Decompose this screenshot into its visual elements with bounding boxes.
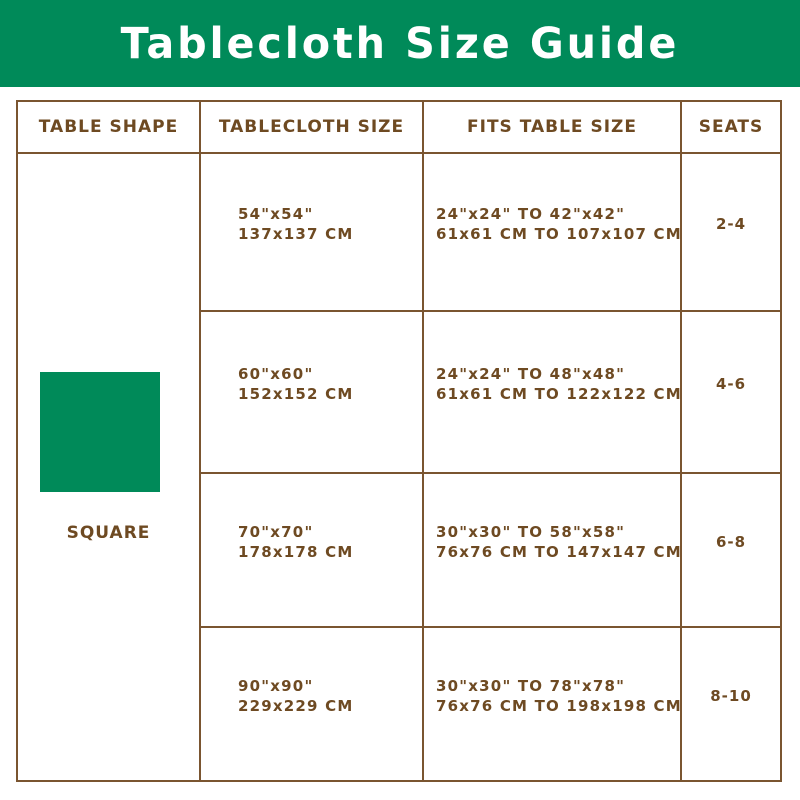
seats-cell [681,311,781,473]
seats-value: 6-8 [715,533,747,551]
fits-size-inches: 24"x24" TO 48"x48" [436,365,626,383]
size-guide-table [16,100,782,782]
fits-size-inches: 24"x24" TO 42"x42" [436,205,626,223]
seats-cell [681,153,781,311]
header-seats: SEATS [681,101,781,153]
fits-size-cm: 61x61 CM TO 122x122 CM [436,385,682,403]
table-shape-cell [17,153,200,781]
tablecloth-size-inches: 54"x54" [238,205,314,223]
header-tablecloth-size: TABLECLOTH SIZE [200,101,423,153]
tablecloth-size-inches: 60"x60" [238,365,314,383]
tablecloth-size-cm: 137x137 CM [238,225,354,243]
fits-size-inches: 30"x30" TO 78"x78" [436,677,626,695]
fits-table-size-cell [423,153,681,311]
tablecloth-size-cm: 152x152 CM [238,385,354,403]
tablecloth-size-cell [200,627,423,781]
fits-size-cm: 61x61 CM TO 107x107 CM [436,225,682,243]
tablecloth-size-inches: 90"x90" [238,677,314,695]
page-title: Tablecloth Size Guide [120,18,680,69]
header-row [17,101,781,153]
square-shape-swatch [40,372,160,492]
tablecloth-size-cm: 178x178 CM [238,543,354,561]
seats-cell [681,473,781,627]
header-fits-table-size: FITS TABLE SIZE [423,101,681,153]
fits-table-size-cell [423,473,681,627]
fits-size-cm: 76x76 CM TO 147x147 CM [436,543,682,561]
table-row [17,153,781,311]
title-banner [0,0,800,87]
fits-table-size-cell [423,627,681,781]
tablecloth-size-inches: 70"x70" [238,523,314,541]
seats-value: 4-6 [715,375,747,393]
seats-cell [681,627,781,781]
fits-size-inches: 30"x30" TO 58"x58" [436,523,626,541]
tablecloth-size-cm: 229x229 CM [238,697,354,715]
fits-table-size-cell [423,311,681,473]
table-shape-label: SQUARE [66,523,151,543]
seats-value: 8-10 [710,687,752,705]
tablecloth-size-cell [200,311,423,473]
tablecloth-size-cell [200,153,423,311]
seats-value: 2-4 [715,215,747,233]
header-table-shape: TABLE SHAPE [17,101,200,153]
fits-size-cm: 76x76 CM TO 198x198 CM [436,697,682,715]
tablecloth-size-cell [200,473,423,627]
